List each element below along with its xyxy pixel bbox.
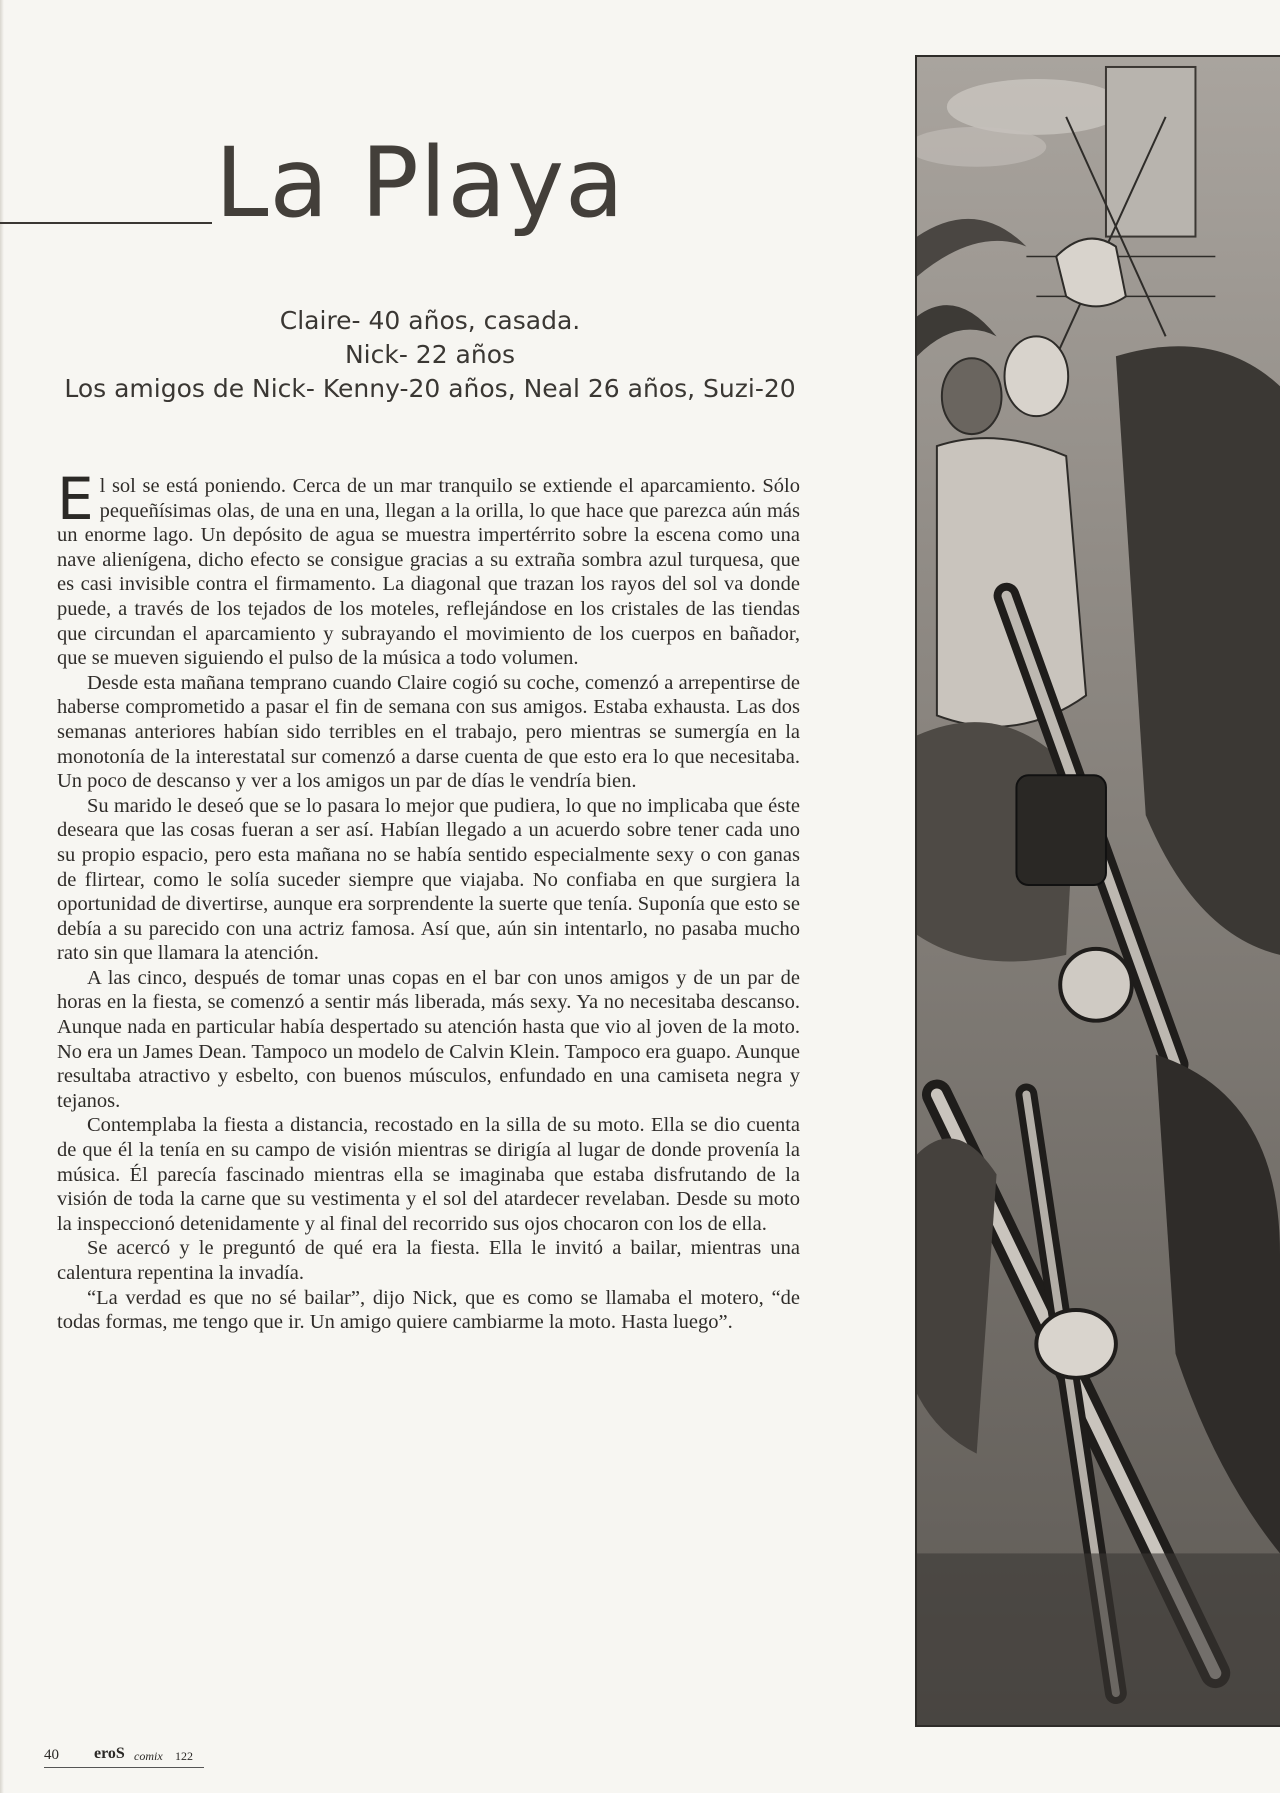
paragraph: A las cinco, después de tomar unas copas en el bar con unos amigos y de un par de horas en la fiesta, se comenzó a sentir más liberada, más sexy. Ya no necesitaba descanso. Aunque nada en particular había despertado su atención hasta que vio al joven de la moto. No era un James Dean. Tampoco un modelo de Calvin Klein. Tampoco era guapo. Aunque resultaba atractivo y esbelto, con buenos músculos, enfundado en una camiseta negra y tejanos. — [57, 966, 800, 1112]
cast-list — [40, 304, 820, 406]
magazine-name: eroS — [94, 1745, 125, 1762]
paragraph: Desde esta mañana temprano cuando Claire cogió su coche, comenzó a arrepentirse de haberse comprometido a pasar el fin de semana con sus amigos. Estaba exhausta. Las dos semanas anteriores habían sido terribles en el trabajo, pero mientras se sumergía en la monotonía de la interestatal sur comenzó a darse cuenta de que esto era lo que necesitaba. Un poco de descanso y ver a los amigos un par de días le vendría bien. — [57, 671, 800, 793]
page-number: 40 — [44, 1747, 59, 1763]
cast-line: Los amigos de Nick- Kenny-20 años, Neal 26 años, Suzi-20 — [64, 374, 796, 403]
paragraph — [57, 465, 800, 671]
illustration-image — [917, 57, 1280, 1725]
paragraph: Su marido le deseó que se lo pasara lo mejor que pudiera, lo que no implicaba que éste deseara que las cosas fueran a ser así. Habían llegado a un acuerdo sobre tener cada uno su propio espacio, pero esta mañana no se había sentido especialmente sexy o con ganas de flirtear, como le solía suceder siempre que viajaba. No confiaba en que surgiera la oportunidad de divertirse, aunque era sorprendente la suerte que tenía. Suponía que esto se debía a su parecido con una actriz famosa. Así que, aún sin intentarlo, no pasaba mucho rato sin que llamara la atención. — [57, 794, 800, 965]
issue-number: 122 — [175, 1749, 193, 1763]
story-body — [57, 465, 800, 1335]
page-edge-shadow — [0, 0, 4, 1793]
page-footer — [44, 1745, 204, 1769]
title-block — [0, 128, 800, 238]
magazine-subtitle: comix — [134, 1749, 163, 1763]
illustration-panel — [915, 55, 1280, 1727]
page-title: La Playa — [215, 127, 625, 239]
footer-rule — [44, 1767, 204, 1768]
cast-line: Claire- 40 años, casada. — [279, 306, 581, 335]
paragraph: Contemplaba la fiesta a distancia, recostado en la silla de su moto. Ella se dio cuenta de que él la tenía en su campo de visión mientras se dirigía al lugar de donde provenía la música. Él parecía fascinado mientras ella se imaginaba que estaba disfrutando de la visión de toda la carne que su vestimenta y el sol del atardecer revelaban. Desde su moto la inspeccionó detenidamente y al final del recorrido sus ojos chocaron con los de ella. — [57, 1114, 800, 1235]
cast-line: Nick- 22 años — [344, 340, 516, 369]
paragraph-text: l sol se está poniendo. Cerca de un mar tranquilo se extiende el aparcamiento. Sólo pequeñísimas olas, de una en una, llegan a la orilla, lo que hace que parezca aún más un enorme lago. Un depósito de agua se muestra impertérrito sobre la escena como una nave alienígena, dicho efecto se consigue gracias a su extraña sombra azul turquesa, que es casi invisible contra el firmamento. La diagonal que trazan los rayos del sol va donde puede, a través de los tejados de los moteles, reflejándose en los cristales de las tiendas que circundan el aparcamiento y subrayando el movimiento de los cuerpos en bañador, que se mueven siguiendo el pulso de la música a todo volumen. — [57, 475, 800, 670]
paragraph: Se acercó y le preguntó de qué era la fiesta. Ella le invitó a bailar, mientras una calentura repentina la invadía. — [57, 1237, 800, 1284]
drop-cap: E — [57, 465, 94, 533]
title-rule — [0, 222, 212, 224]
paragraph: “La verdad es que no sé bailar”, dijo Nick, que es como se llamaba el motero, “de todas formas, me tengo que ir. Un amigo quiere cambiarme la moto. Hasta luego”. — [57, 1286, 800, 1334]
